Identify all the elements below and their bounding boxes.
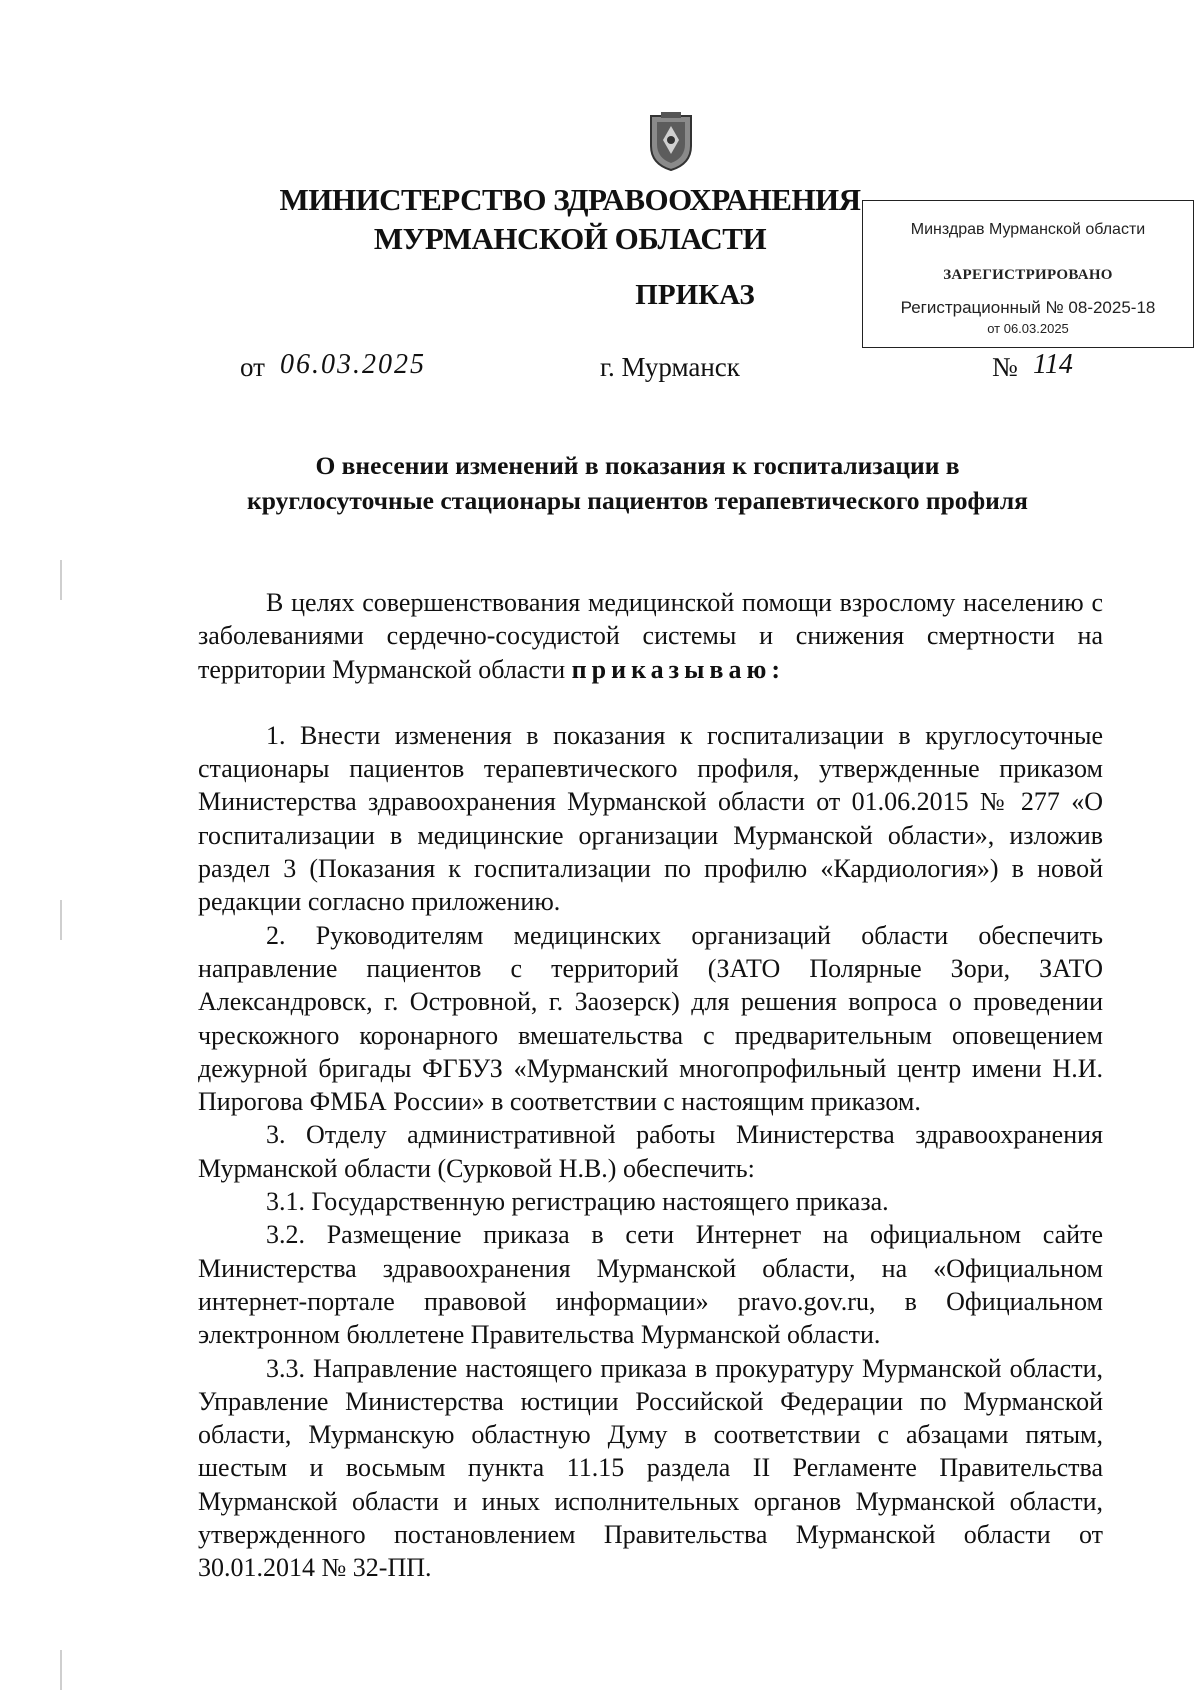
- handwritten-date: 06.03.2025: [280, 349, 426, 380]
- handwritten-number: 114: [1033, 349, 1073, 380]
- ministry-title: [270, 180, 870, 258]
- item-3: 3. Отделу административной работы Министерства здравоохранения Мурманской области (Сурковой Н.В.) обеспечить:: [198, 1120, 1103, 1183]
- order-subject: [190, 448, 1085, 518]
- stamp-status: ЗАРЕГИСТРИРОВАНО: [943, 267, 1113, 283]
- stamp-reg-date: от 06.03.2025: [987, 321, 1069, 336]
- city: г. Мурманск: [600, 352, 740, 382]
- stamp-org: Минздрав Мурманской области: [910, 221, 1146, 238]
- date-label: от: [240, 352, 265, 382]
- ministry-line-2: МУРМАНСКОЙ ОБЛАСТИ: [373, 221, 767, 256]
- intro-paragraph: [198, 586, 1103, 686]
- scan-artifact: [60, 900, 62, 940]
- scan-artifact: [60, 560, 62, 600]
- subject-line-1: О внесении изменений в показания к госпитализации в: [315, 451, 960, 480]
- order-meta: [240, 350, 1100, 384]
- document-type: ПРИКАЗ: [635, 279, 755, 311]
- item-3-2: 3.2. Размещение приказа в сети Интернет на официальном сайте Министерства здравоохранения Мурманской области, на «Официальном интернет-портале правовой информации» pravo.gov.ru, в Официальном электронном бюллетене Правительства Мурманской области.: [198, 1220, 1103, 1350]
- ministry-line-1: МИНИСТЕРСТВО ЗДРАВООХРАНЕНИЯ: [279, 182, 861, 217]
- subject-line-2: круглосуточные стационары пациентов терапевтического профиля: [247, 486, 1028, 515]
- coat-of-arms-emblem-icon: [647, 110, 695, 172]
- number-label: №: [992, 352, 1018, 382]
- item-3-3: 3.3. Направление настоящего приказа в прокуратуру Мурманской области, Управление Министерства юстиции Российской Федерации по Мурманской области, Мурманскую областную Думу в соответствии с абзацами пятым, шестым и восьмым пункта 11.15 раздела II Регламенте Правительства Мурманской области и иных исполнительных органов Мурманской области, утвержденного постановлением Правительства Мурманской области от 30.01.2014 № 32-ПП.: [198, 1353, 1103, 1583]
- stamp-reg-number: Регистрационный № 08-2025-18: [900, 298, 1156, 317]
- item-3-1: 3.1. Государственную регистрацию настоящего приказа.: [266, 1187, 889, 1217]
- item-2: 2. Руководителям медицинских организаций области обеспечить направление пациентов с территорий (ЗАТО Полярные Зори, ЗАТО Александровск, г. Островной, г. Заозерск) для решения вопроса о проведении чрескожного коронарного вмешательства с предварительным оповещением дежурной бригады ФГБУЗ «Мурманский многопрофильный центр имени Н.И. Пирогова ФМБА России» в соответствии с настоящим приказом.: [198, 920, 1103, 1117]
- intro-keyword: приказываю:: [571, 654, 785, 684]
- item-1: 1. Внести изменения в показания к госпитализации в круглосуточные стационары пациентов терапевтического профиля, утвержденные приказом Министерства здравоохранения Мурманской области от 01.06.2015 № 277 «О госпитализации в медицинские организации Мурманской области», изложив раздел 3 (Показания к госпитализации по профилю «Кардиология») в новой редакции согласно приложению.: [198, 720, 1103, 917]
- scan-artifact: [60, 1650, 62, 1690]
- intro-text: В целях совершенствования медицинской помощи взрослому населению с заболеваниями сердечно-сосудистой системы и снижения смертности на территории Мурманской области: [198, 588, 1103, 684]
- registration-stamp: [862, 200, 1194, 348]
- order-body: [198, 586, 1103, 1585]
